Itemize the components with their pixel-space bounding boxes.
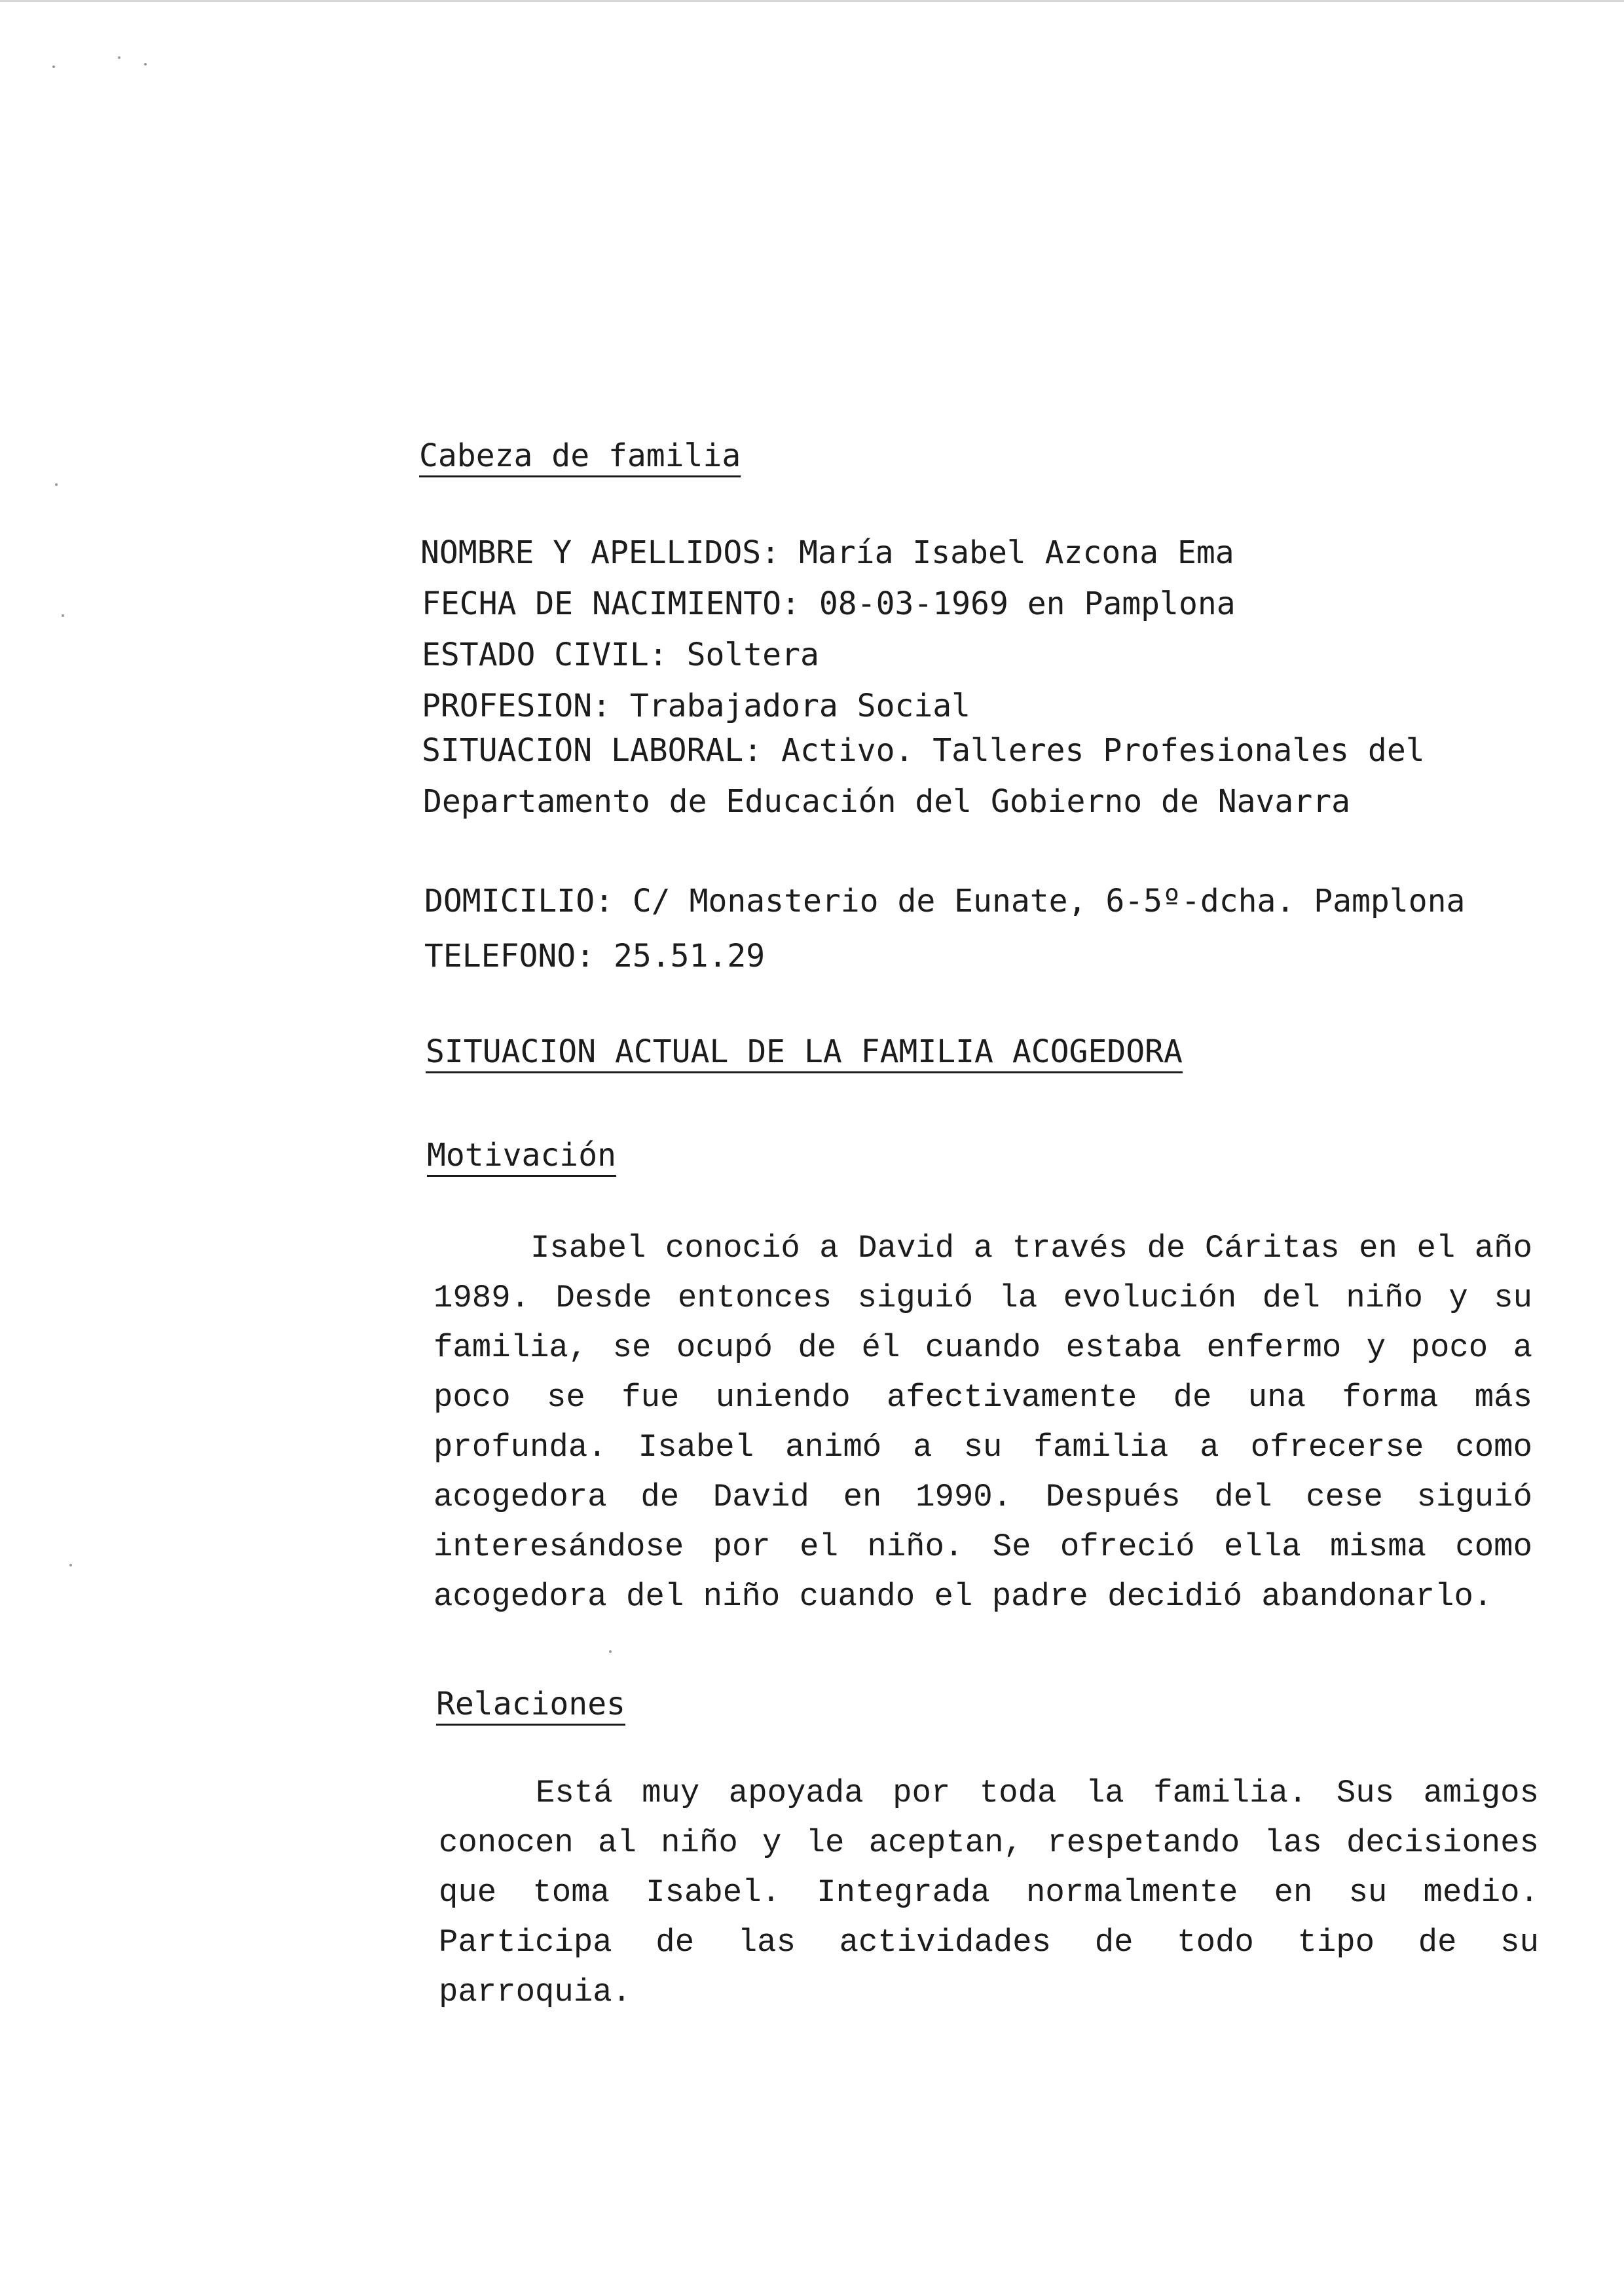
field-profession: PROFESION: Trabajadora Social: [422, 688, 971, 724]
scan-top-edge: [0, 0, 1624, 2]
scan-speck: [609, 1650, 612, 1653]
scan-speck: [69, 1564, 72, 1566]
field-address: DOMICILIO: C/ Monasterio de Eunate, 6-5º-dcha. Pamplona: [424, 883, 1466, 919]
scan-speck: [55, 483, 58, 486]
scan-speck: [118, 56, 120, 59]
field-phone: TELEFONO: 25.51.29: [424, 938, 766, 974]
field-name: NOMBRE Y APELLIDOS: María Isabel Azcona Ema: [420, 534, 1234, 571]
section-heading-motivation: Motivación: [427, 1137, 616, 1174]
section-heading-current-situation: SITUACION ACTUAL DE LA FAMILIA ACOGEDORA: [426, 1033, 1183, 1070]
field-birth: FECHA DE NACIMIENTO: 08-03-1969 en Pamplona: [422, 585, 1236, 622]
field-employment-line1: SITUACION LABORAL: Activo. Talleres Profesionales del: [422, 732, 1425, 769]
motivation-paragraph: [434, 1223, 1532, 1621]
section-heading-relations: Relaciones: [436, 1686, 625, 1722]
scan-speck: [144, 63, 147, 65]
relations-text: Está muy apoyada por toda la familia. Sus amigos conocen al niño y le aceptan, respetando las decisiones que toma Isabel. Integrada normalmente en su medio. Participa de las actividades de todo tipo de su parroquia.: [439, 1775, 1539, 2010]
scan-speck: [62, 614, 64, 617]
relations-paragraph: [439, 1768, 1539, 2017]
scan-speck: [52, 65, 55, 68]
section-heading-head-of-family: Cabeza de familia: [419, 437, 741, 474]
field-employment-line2: Departamento de Educación del Gobierno de Navarra: [423, 783, 1351, 820]
field-civil-status: ESTADO CIVIL: Soltera: [422, 637, 819, 673]
motivation-text: Isabel conoció a David a través de Cáritas en el año 1989. Desde entonces siguió la evolución del niño y su familia, se ocupó de él cuando estaba enfermo y poco a poco se fue uniendo afectivamente de una forma más profunda. Isabel animó a su familia a ofrecerse como acogedora de David en 1990. Después del cese siguió interesándose por el niño. Se ofreció ella misma como acogedora del niño cuando el padre decidió abandonarlo.: [434, 1230, 1532, 1615]
